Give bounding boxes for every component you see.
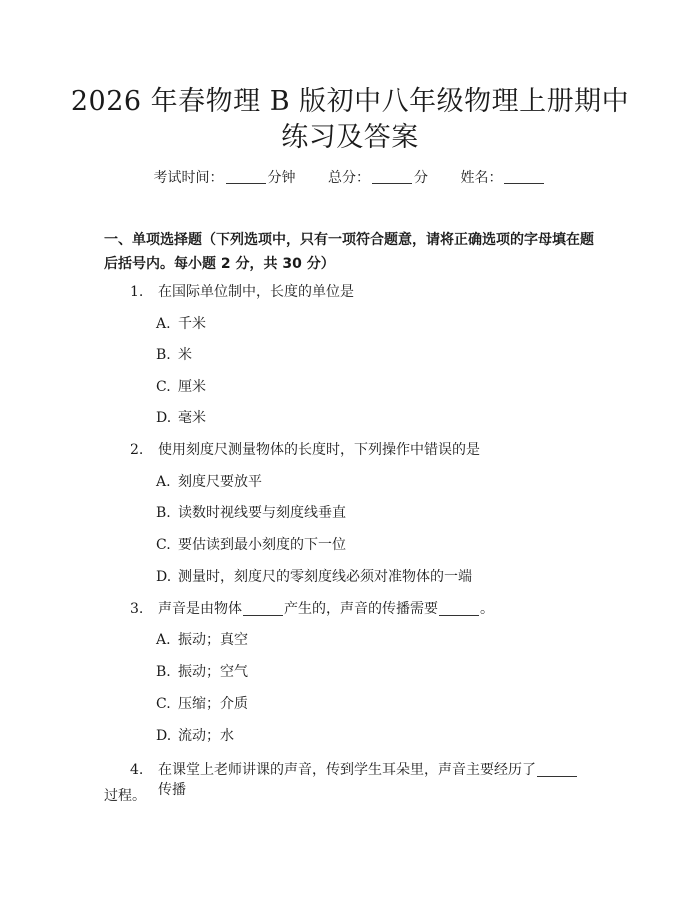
option-text: 测量时，刻度尺的零刻度线必须对准物体的一端: [178, 569, 472, 585]
score-blank[interactable]: [372, 169, 412, 184]
question-text: [158, 599, 494, 619]
question-text-part: 声音是由物体: [158, 601, 242, 617]
name-field: [460, 168, 546, 188]
question-number: 2.: [130, 442, 144, 458]
question-number: 4.: [130, 762, 144, 778]
option-letter: D.: [156, 410, 172, 426]
option-letter: D.: [156, 569, 172, 585]
name-label: 姓名：: [460, 170, 503, 186]
option-letter: B.: [156, 505, 171, 521]
question-text: [158, 760, 588, 800]
question-text-continuation: 过程。: [104, 788, 146, 804]
option-text: 要估读到最小刻度的下一位: [178, 537, 346, 553]
option-text: 流动；水: [178, 728, 234, 744]
option-text: 厘米: [178, 379, 206, 395]
answer-blank[interactable]: [439, 601, 479, 616]
option-text: 毫米: [178, 410, 206, 426]
option-letter: C.: [156, 379, 171, 395]
answer-blank[interactable]: [243, 601, 283, 616]
question-number: 3.: [130, 601, 144, 617]
question-text-part: 。: [480, 601, 494, 617]
option-letter: B.: [156, 347, 171, 363]
option-text: 千米: [178, 316, 206, 332]
option-text: 压缩；介质: [178, 696, 248, 712]
question-text-part: 在课堂上老师讲课的声音，传到学生耳朵里，声音主要经历了: [158, 762, 536, 778]
name-blank[interactable]: [504, 169, 544, 184]
score-label: 总分：: [328, 170, 370, 186]
exam-time-field: [154, 168, 296, 188]
option-letter: C.: [156, 696, 171, 712]
option-letter: A.: [156, 632, 171, 648]
time-unit: 分钟: [267, 170, 296, 186]
time-label: 考试时间：: [153, 170, 224, 186]
option-text: 振动；真空: [178, 632, 248, 648]
option-text: 振动；空气: [178, 664, 248, 680]
answer-blank[interactable]: [537, 762, 577, 777]
option-letter: D.: [156, 728, 172, 744]
option-text: 米: [178, 347, 192, 363]
option-letter: C.: [156, 537, 171, 553]
question-text-part: 传播: [158, 782, 186, 798]
option-letter: B.: [156, 664, 171, 680]
question-text: 在国际单位制中，长度的单位是: [158, 284, 354, 300]
section-heading: 一、单项选择题（下列选项中，只有一项符合题意，请将正确选项的字母填在题后括号内。每小题 2 分，共 30 分）: [104, 232, 594, 272]
question-number: 1.: [130, 284, 144, 300]
option-letter: A.: [156, 474, 171, 490]
option-letter: A.: [156, 316, 171, 332]
time-blank[interactable]: [226, 169, 266, 184]
page-title-line2: 练习及答案: [281, 122, 419, 153]
question-text: 使用刻度尺测量物体的长度时，下列操作中错误的是: [158, 442, 480, 458]
exam-meta: [0, 168, 700, 188]
option-text: 读数时视线要与刻度线垂直: [178, 505, 346, 521]
question-text-part: 产生的，声音的传播需要: [284, 601, 438, 617]
page-title: 2026 年春物理 B 版初中八年级物理上册期中: [70, 86, 630, 117]
score-unit: 分: [414, 170, 428, 186]
total-score-field: [328, 168, 428, 188]
option-text: 刻度尺要放平: [178, 474, 262, 490]
